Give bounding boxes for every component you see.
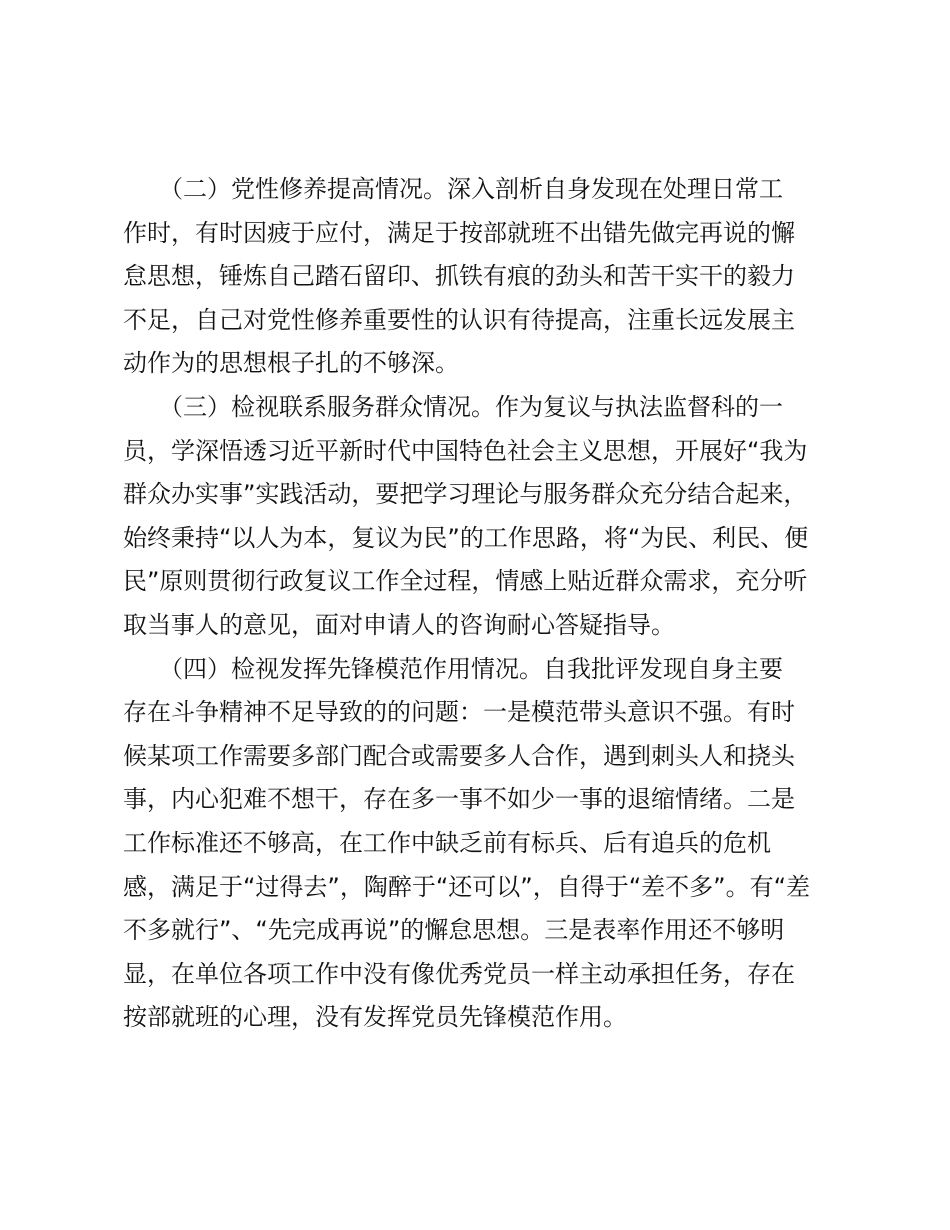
text-line: 员，学深悟透习近平新时代中国特色社会主义思想，开展好“我为 <box>123 436 808 465</box>
text-line: 按部就班的心理，没有发挥党员先锋模范作用。 <box>123 1003 627 1032</box>
text-line: 群众办实事”实践活动，要把学习理论与服务群众充分结合起来， <box>123 480 808 509</box>
paragraph-vanguard-role <box>123 648 835 1040</box>
text-line: 怠思想，锤炼自己踏石留印、抓铁有痕的劲头和苦干实干的毅力 <box>123 262 795 291</box>
paragraph-serving-masses <box>123 386 835 648</box>
text-line: 不足，自己对党性修养重要性的认识有待提高，注重长远发展主 <box>123 305 795 334</box>
text-line: 存在斗争精神不足导致的的问题：一是模范带头意识不强。有时 <box>123 698 795 727</box>
text-line: （四）检视发挥先锋模范作用情况。自我批评发现自身主要 <box>123 654 783 683</box>
text-line: 工作标准还不够高，在工作中缺乏前有标兵、后有追兵的危机 <box>123 828 771 857</box>
text-line: 不多就行”、“先完成再说”的懈怠思想。三是表率作用还不够明 <box>123 916 785 945</box>
text-line: 动作为的思想根子扎的不够深。 <box>123 349 459 378</box>
text-line: 取当事人的意见，面对申请人的咨询耐心答疑指导。 <box>123 610 675 639</box>
document-body <box>123 168 835 1040</box>
text-line: 感，满足于“过得去”，陶醉于“还可以”，自得于“差不多”。有“差 <box>123 872 811 901</box>
text-line: （三）检视联系服务群众情况。作为复议与执法监督科的一 <box>123 392 783 421</box>
text-line: 候某项工作需要多部门配合或需要多人合作，遇到刺头人和挠头 <box>123 741 795 770</box>
text-line: 显，在单位各项工作中没有像优秀党员一样主动承担任务，存在 <box>123 959 795 988</box>
text-line: 始终秉持“以人为本，复议为民”的工作思路，将“为民、利民、便 <box>123 523 809 552</box>
text-line: 民”原则贯彻行政复议工作全过程，情感上贴近群众需求，充分听 <box>123 567 808 596</box>
text-line: 作时，有时因疲于应付，满足于按部就班不出错先做完再说的懈 <box>123 218 795 247</box>
text-line: （二）党性修养提高情况。深入剖析自身发现在处理日常工 <box>123 175 783 203</box>
paragraph-party-cultivation <box>123 168 835 386</box>
text-line: 事，内心犯难不想干，存在多一事不如少一事的退缩情绪。二是 <box>123 785 795 814</box>
